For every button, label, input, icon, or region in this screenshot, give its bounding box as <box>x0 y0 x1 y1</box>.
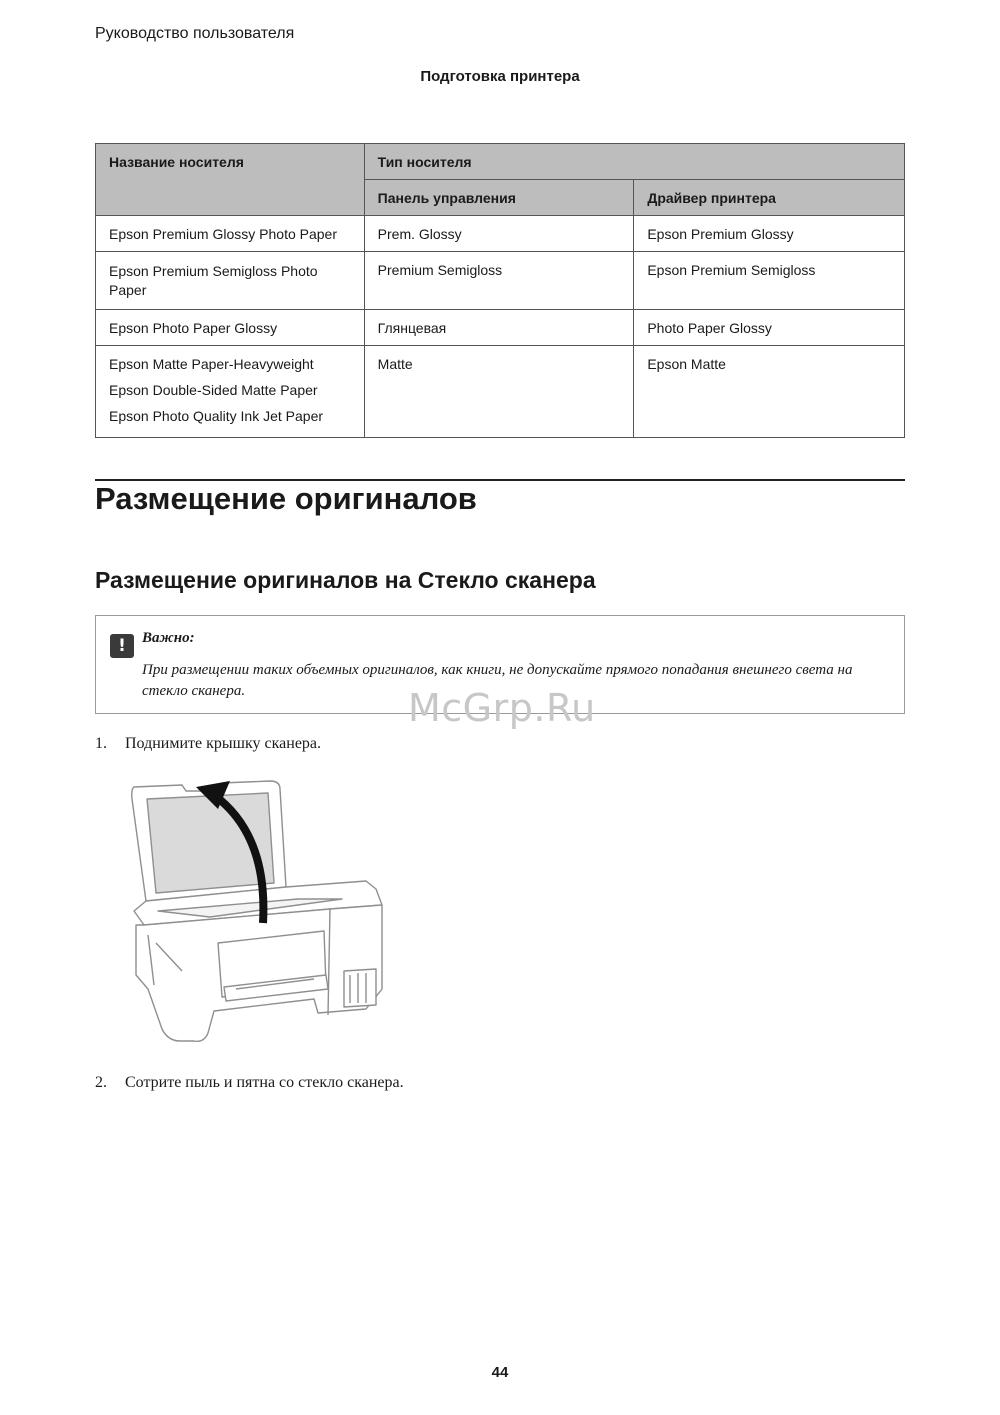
notice-text: При размещении таких объемных оригиналов, как книги, не допускайте прямого попадания внешнего света на стекло сканера. <box>142 662 853 699</box>
header-printer-driver: Драйвер принтера <box>634 180 905 216</box>
step-number: 2. <box>95 1074 107 1091</box>
header-media-name: Название носителя <box>96 144 365 216</box>
printer-driver-cell: Epson Premium Glossy <box>634 216 905 252</box>
subsection-title: Размещение оригиналов на Стекло сканера <box>95 567 596 593</box>
media-name-line: Epson Matte Paper-Heavyweight <box>109 356 314 372</box>
media-name-cell: Epson Premium Glossy Photo Paper <box>96 216 365 252</box>
control-panel-cell: Matte <box>364 346 634 438</box>
media-name-cell: Epson Photo Paper Glossy <box>96 310 365 346</box>
notice-heading: Важно: <box>142 630 195 646</box>
media-name-cell: Epson Premium Semigloss Photo Paper <box>96 252 365 310</box>
watermark: McGrp.Ru <box>408 686 596 730</box>
table-row <box>96 346 905 438</box>
media-name-line: Epson Double-Sided Matte Paper <box>109 382 318 398</box>
page-number: 44 <box>491 1364 509 1381</box>
step-text: Поднимите крышку сканера. <box>125 735 322 752</box>
exclamation-icon: ! <box>110 634 134 658</box>
step-item <box>95 1074 404 1092</box>
important-notice <box>95 615 905 714</box>
header-control-panel: Панель управления <box>364 180 634 216</box>
control-panel-cell: Глянцевая <box>364 310 634 346</box>
media-type-table <box>95 143 905 438</box>
control-panel-cell: Prem. Glossy <box>364 216 634 252</box>
header-media-type: Тип носителя <box>364 144 904 180</box>
document-title: Руководство пользователя <box>95 25 295 42</box>
section-title: Размещение оригиналов <box>95 481 477 516</box>
table-row <box>96 216 905 252</box>
step-item <box>95 735 321 753</box>
table-row <box>96 252 905 310</box>
media-name-line: Epson Photo Quality Ink Jet Paper <box>109 408 324 424</box>
scanner-lid-illustration <box>118 775 388 1050</box>
table-row <box>96 310 905 346</box>
printer-driver-cell: Epson Premium Semigloss <box>634 252 905 310</box>
section-header: Подготовка принтера <box>420 68 580 85</box>
step-text: Сотрите пыль и пятна со стекло сканера. <box>125 1074 404 1091</box>
printer-driver-cell: Photo Paper Glossy <box>634 310 905 346</box>
media-name-cell <box>96 346 365 438</box>
control-panel-cell: Premium Semigloss <box>364 252 634 310</box>
step-number: 1. <box>95 735 107 752</box>
printer-driver-cell: Epson Matte <box>634 346 905 438</box>
